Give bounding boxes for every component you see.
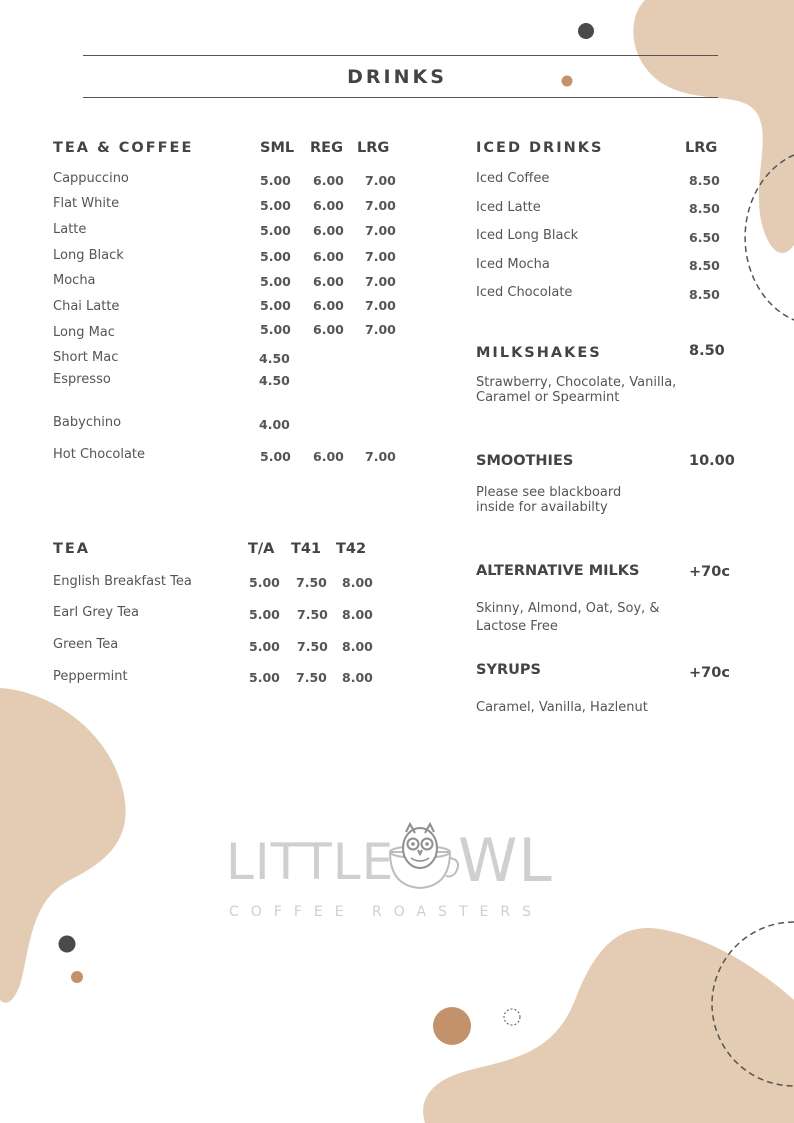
price-lrg: 8.50 (689, 173, 720, 188)
menu-item-name: Iced Mocha (476, 257, 550, 272)
menu-item-name: Peppermint (53, 669, 128, 684)
smoothies-desc-line2: inside for availabilty (476, 500, 608, 515)
price-sml: 5.00 (260, 173, 291, 188)
menu-item-name: Iced Coffee (476, 171, 550, 186)
header-rule-top (83, 55, 718, 56)
price-sml: 5.00 (260, 249, 291, 264)
syrups-heading: SYRUPS (476, 662, 541, 678)
price-lrg: 7.00 (365, 198, 396, 213)
price-sml: 5.00 (260, 274, 291, 289)
price-lrg: 6.50 (689, 230, 720, 245)
smoothies-heading: SMOOTHIES (476, 453, 574, 469)
alt-milks-desc-line2: Lactose Free (476, 619, 558, 634)
price-reg: 6.00 (313, 249, 344, 264)
alt-milks-price: +70c (689, 564, 730, 580)
syrups-price: +70c (689, 665, 730, 681)
smoothies-desc-line1: Please see blackboard (476, 485, 622, 500)
price-reg: 6.00 (313, 223, 344, 238)
price-t42: 8.00 (342, 607, 373, 622)
tea-heading: TEA (53, 541, 91, 557)
menu-item-name: English Breakfast Tea (53, 574, 192, 589)
milkshakes-desc-line1: Strawberry, Chocolate, Vanilla, (476, 375, 677, 390)
syrups-desc: Caramel, Vanilla, Hazlenut (476, 700, 648, 715)
smoothies-price: 10.00 (689, 453, 735, 469)
price-reg: 6.00 (313, 449, 344, 464)
price-sml: 5.00 (260, 298, 291, 313)
menu-item-name: Babychino (53, 415, 122, 430)
alt-milks-desc-line1: Skinny, Almond, Oat, Soy, & (476, 601, 660, 616)
price-sml: 5.00 (260, 322, 291, 337)
menu-item-name: Iced Long Black (476, 228, 579, 243)
dot-accent-left (71, 971, 83, 983)
price-t41: 7.50 (297, 607, 328, 622)
menu-item-name: Iced Latte (476, 200, 541, 215)
alt-milks-heading: ALTERNATIVE MILKS (476, 563, 640, 579)
price-ta: 5.00 (249, 670, 280, 685)
milkshakes-desc-line2: Caramel or Spearmint (476, 390, 620, 405)
price-t41: 7.50 (297, 639, 328, 654)
price-sml: 4.00 (259, 417, 290, 432)
left-blob (0, 688, 126, 1003)
iced-drinks-heading: ICED DRINKS (476, 140, 604, 156)
bottom-right-blob (423, 928, 794, 1123)
logo-tagline: COFFEE ROASTERS (229, 904, 544, 920)
menu-item-name: Earl Grey Tea (53, 605, 139, 620)
price-lrg: 7.00 (365, 249, 396, 264)
owl-cup-icon (380, 822, 460, 892)
price-sml: 5.00 (260, 449, 291, 464)
menu-item-name: Flat White (53, 196, 120, 211)
price-reg: 6.00 (313, 173, 344, 188)
price-ta: 5.00 (249, 639, 280, 654)
milkshakes-heading: MILKSHAKES (476, 345, 602, 361)
price-reg: 6.00 (313, 298, 344, 313)
price-sml: 5.00 (260, 198, 291, 213)
price-t42: 8.00 (342, 575, 373, 590)
price-sml: 5.00 (260, 223, 291, 238)
col-label-t42: T42 (336, 541, 367, 557)
menu-item-name: Long Mac (53, 325, 115, 340)
menu-item-name: Long Black (53, 248, 124, 263)
price-reg: 6.00 (313, 274, 344, 289)
price-lrg: 7.00 (365, 322, 396, 337)
col-label-ta: T/A (248, 541, 275, 557)
menu-item-name: Green Tea (53, 637, 119, 652)
menu-item-name: Espresso (53, 372, 111, 387)
dot-outline-small (504, 1009, 520, 1025)
price-lrg: 8.50 (689, 201, 720, 216)
price-sml: 4.50 (259, 351, 290, 366)
milkshakes-price: 8.50 (689, 343, 725, 359)
tea-coffee-heading: TEA & COFFEE (53, 140, 194, 156)
price-lrg: 8.50 (689, 258, 720, 273)
logo-word-left: LITTLE (226, 833, 395, 891)
price-reg: 6.00 (313, 322, 344, 337)
dot-accent-large (433, 1007, 471, 1045)
menu-item-name: Latte (53, 222, 87, 237)
menu-item-name: Chai Latte (53, 299, 120, 314)
col-label-iced-lrg: LRG (685, 140, 718, 156)
price-reg: 6.00 (313, 198, 344, 213)
col-label-t41: T41 (291, 541, 322, 557)
price-t41: 7.50 (296, 670, 327, 685)
price-lrg: 7.00 (365, 274, 396, 289)
price-lrg: 7.00 (365, 223, 396, 238)
logo-word-right: WL (458, 826, 553, 896)
price-lrg: 8.50 (689, 287, 720, 302)
price-lrg: 7.00 (365, 298, 396, 313)
price-lrg: 7.00 (365, 173, 396, 188)
header-rule-bottom (83, 97, 718, 98)
menu-item-name: Iced Chocolate (476, 285, 573, 300)
price-t41: 7.50 (296, 575, 327, 590)
price-t42: 8.00 (342, 670, 373, 685)
col-label-lrg: LRG (357, 140, 390, 156)
page-title: DRINKS (347, 66, 447, 88)
menu-item-name: Mocha (53, 273, 96, 288)
col-label-reg: REG (310, 140, 343, 156)
price-lrg: 7.00 (365, 449, 396, 464)
menu-item-name: Cappuccino (53, 171, 129, 186)
dot-dark-top (578, 23, 594, 39)
dot-dark-left (59, 936, 76, 953)
price-t42: 8.00 (342, 639, 373, 654)
price-sml: 4.50 (259, 373, 290, 388)
menu-item-name: Hot Chocolate (53, 447, 146, 462)
price-ta: 5.00 (249, 607, 280, 622)
menu-item-name: Short Mac (53, 350, 119, 365)
col-label-sml: SML (260, 140, 295, 156)
price-ta: 5.00 (249, 575, 280, 590)
